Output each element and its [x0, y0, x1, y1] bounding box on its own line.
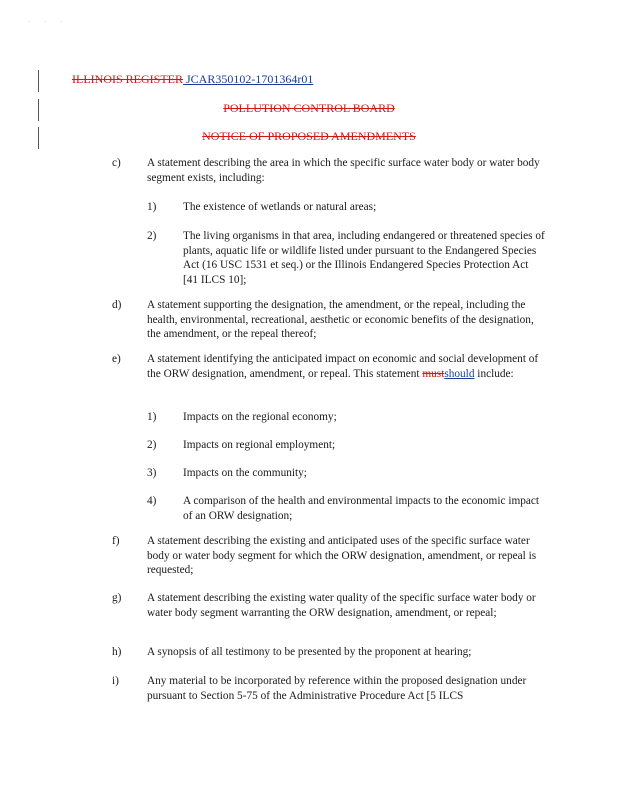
item-c-1-text: The existence of wetlands or natural areas; — [183, 201, 377, 213]
item-h-text: A synopsis of all testimony to be presented by the proponent at hearing; — [147, 646, 472, 658]
item-i-label: i) — [112, 675, 119, 687]
item-e-4-label: 4) — [147, 495, 157, 507]
item-e-1-label: 1) — [147, 411, 157, 423]
item-e-text-before: A statement identifying the anticipated impact on economic and social development of the ORW designation, amendment, or repeal. This statement — [147, 353, 539, 380]
board-header — [0, 101, 618, 116]
item-e-text-after: include: — [474, 367, 514, 380]
notice-header — [0, 129, 618, 144]
item-e-4-text: A comparison of the health and environmental impacts to the economic impact of an ORW designation; — [183, 495, 540, 522]
item-e-2-label: 2) — [147, 439, 157, 451]
item-e-3-label: 3) — [147, 467, 157, 479]
item-e-deleted-word: must — [422, 367, 445, 380]
change-bar — [38, 70, 39, 92]
item-d-label: d) — [112, 299, 122, 311]
item-c-label: c) — [112, 157, 121, 169]
item-e-2-text: Impacts on regional employment; — [183, 439, 336, 451]
item-e-label: e) — [112, 353, 121, 365]
register-inserted-text: JCAR350102-1701364r01 — [183, 72, 314, 86]
item-i-text: Any material to be incorporated by reference within the proposed designation under pursuant to Section 5-75 of the Administrative Procedure Act [5 ILCS — [147, 675, 527, 702]
register-deleted-text: ILLINOIS REGISTER — [72, 72, 183, 86]
item-c-text: A statement describing the area in which the specific surface water body or water body segment exists, including: — [147, 157, 540, 184]
item-e-3-text: Impacts on the community; — [183, 467, 307, 479]
item-c-2-label: 2) — [147, 230, 157, 242]
item-e-inserted-word: should — [444, 367, 475, 380]
scan-artifact: · · · — [28, 18, 69, 26]
board-title: POLLUTION CONTROL BOARD — [223, 101, 395, 115]
item-e-1-text: Impacts on the regional economy; — [183, 411, 337, 423]
item-g-label: g) — [112, 592, 122, 604]
item-d-text: A statement supporting the designation, the amendment, or the repeal, including the health, environmental, recreational, aesthetic or economic benefits of the designation, the amendment, or the repeal thereof; — [147, 299, 534, 341]
item-h-label: h) — [112, 646, 122, 658]
item-c-2-text: The living organisms in that area, including endangered or threatened species of plants, aquatic life or wildlife listed under pursuant to the Endangered Species Act (16 USC 1531 et seq.) or the Illinois Endangered Species Protection Act [41 ILCS 10]; — [183, 230, 545, 286]
item-g-text: A statement describing the existing water quality of the specific surface water body or water body segment warranting the ORW designation, amendment, or repeal; — [147, 592, 536, 619]
item-e-text — [147, 352, 542, 381]
register-header — [72, 72, 313, 87]
notice-title: NOTICE OF PROPOSED AMENDMENTS — [202, 129, 416, 143]
item-c-1-label: 1) — [147, 201, 157, 213]
item-f-label: f) — [112, 535, 120, 547]
item-f-text: A statement describing the existing and anticipated uses of the specific surface water body or water body segment for which the ORW designation, amendment, or repeal is requested; — [147, 535, 537, 577]
